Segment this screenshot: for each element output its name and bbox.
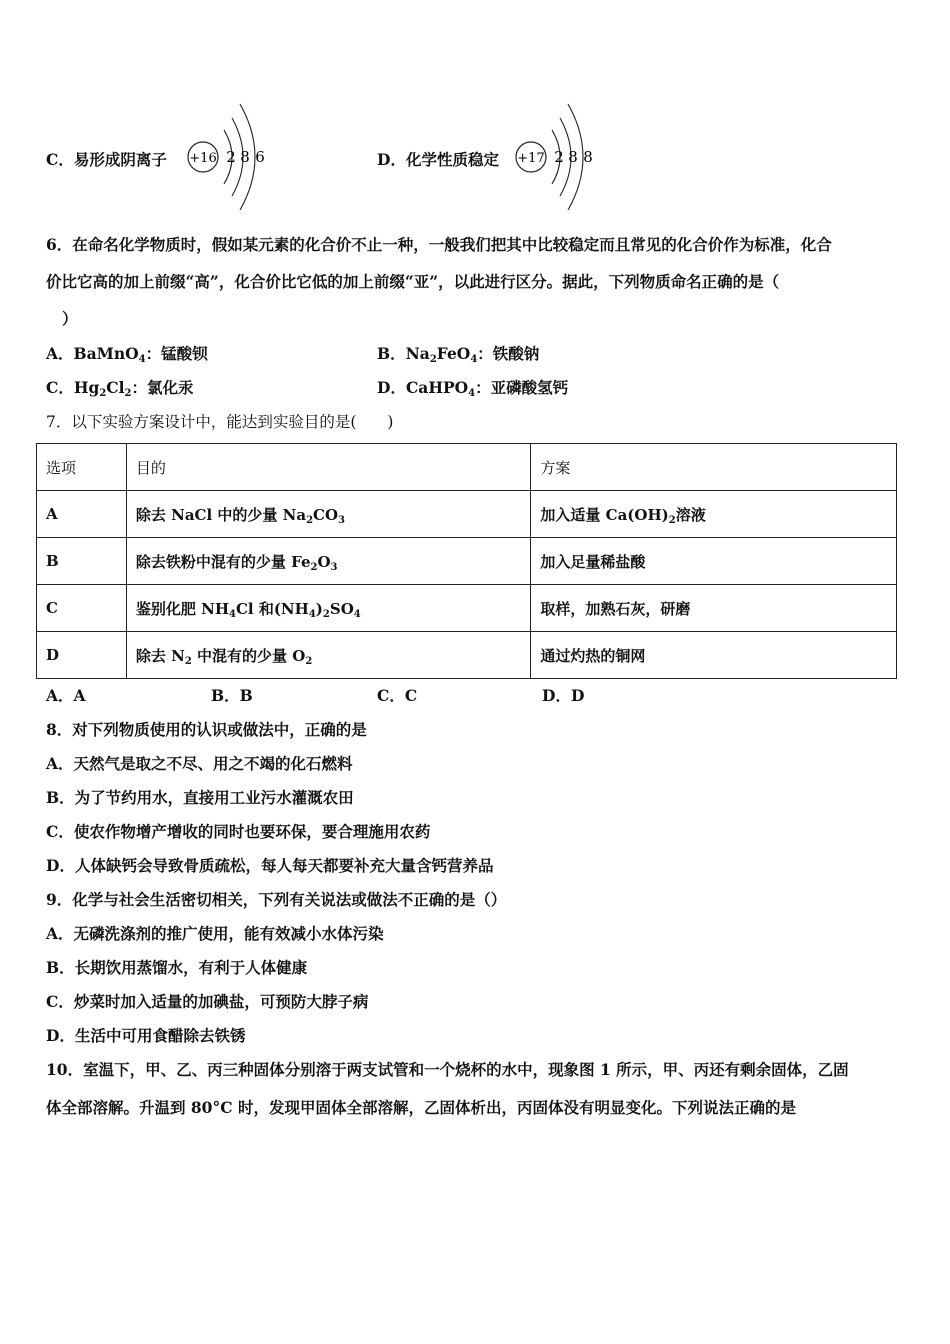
q9-option-a: A．无磷洗涤剂的推广使用，能有效减小水体污染	[46, 924, 384, 943]
table-header-row	[37, 444, 897, 491]
q7-answer-c: C．C	[377, 686, 418, 705]
q8-stem: 8．对下列物质使用的认识或做法中，正确的是	[46, 720, 367, 739]
q5-option-c	[46, 149, 167, 171]
q6-option-d: D．CaHPO$_4$：亚磷酸氢钙	[377, 378, 569, 399]
row-plan: 通过灼热的铜网	[531, 632, 897, 679]
q8-option-c: C．使农作物增产增收的同时也要环保，要合理施用农药	[46, 822, 431, 841]
q5-option-d-label: D．化学性质稳定	[377, 150, 499, 169]
q8-option-b: B．为了节约用水，直接用工业污水灌溉农田	[46, 788, 354, 807]
row-plan: 取样，加熟石灰，研磨	[531, 585, 897, 632]
row-goal: 除去 NaCl 中的少量 $Na_2CO_3$	[126, 491, 531, 538]
q6-stem-line-3: ）	[62, 309, 78, 328]
row-option: B	[37, 538, 127, 585]
row-option: A	[37, 491, 127, 538]
row-goal: 除去 $N_2$ 中混有的少量 $O_2$	[126, 632, 531, 679]
atom-c-shell-1: 2	[226, 148, 236, 166]
row-option: D	[37, 632, 127, 679]
table-row	[37, 538, 897, 585]
q6-stem-line-2: 价比它高的加上前缀“高”，化合价比它低的加上前缀“亚”，以此进行区分。据此，下列物质命名正确的是（	[46, 272, 780, 291]
atom-d-nucleus: +17	[517, 151, 545, 166]
q5-option-c-label: C．易形成阴离子	[46, 150, 167, 169]
q8-option-a: A．天然气是取之不尽、用之不竭的化石燃料	[46, 754, 353, 773]
q7-answer-d: D．D	[542, 686, 585, 705]
table-row	[37, 585, 897, 632]
q6-option-c: C．$Hg_2Cl_2$：氯化汞	[46, 378, 194, 399]
q7-answer-a: A．A	[46, 686, 86, 705]
atom-d-shell-1: 2	[554, 148, 564, 166]
atom-c-nucleus: +16	[189, 151, 217, 166]
row-option: C	[37, 585, 127, 632]
atom-d-shell-2: 8	[568, 148, 578, 166]
q7-experiment-table	[36, 443, 897, 679]
q6-option-b: B．$Na_2FeO_4$：铁酸钠	[377, 344, 540, 365]
q6-stem-line-1: 6．在命名化学物质时，假如某元素的化合价不止一种，一般我们把其中比较稳定而且常见的化合价作为标准，化合	[46, 235, 832, 254]
header-option: 选项	[37, 444, 127, 491]
q9-option-c: C．炒菜时加入适量的加碘盐，可预防大脖子病	[46, 992, 369, 1011]
q10-stem-line-2: 体全部溶解。升温到 80°C 时，发现甲固体全部溶解，乙固体析出，丙固体没有明显变化。下列说法正确的是	[46, 1098, 796, 1117]
q5-option-d	[377, 149, 499, 171]
table-row	[37, 491, 897, 538]
atom-d-shell-3: 8	[583, 148, 593, 166]
q9-option-b: B．长期饮用蒸馏水，有利于人体健康	[46, 958, 308, 977]
q8-option-d: D．人体缺钙会导致骨质疏松，每人每天都要补充大量含钙营养品	[46, 856, 494, 875]
q9-stem: 9．化学与社会生活密切相关，下列有关说法或做法不正确的是（）	[46, 890, 507, 909]
atom-structure-diagram-d	[512, 100, 602, 210]
header-plan: 方案	[531, 444, 897, 491]
table-row	[37, 632, 897, 679]
row-plan: 加入适量 $Ca(OH)_2$溶液	[531, 491, 897, 538]
header-goal: 目的	[126, 444, 531, 491]
q7-answer-b: B．B	[211, 686, 253, 705]
q7-stem: 7．以下实验方案设计中，能达到实验目的是( )	[46, 413, 394, 431]
atom-c-shell-2: 8	[240, 148, 250, 166]
row-plan: 加入足量稀盐酸	[531, 538, 897, 585]
atom-c-shell-3: 6	[255, 148, 265, 166]
q9-option-d: D．生活中可用食醋除去铁锈	[46, 1026, 246, 1045]
row-goal: 鉴别化肥 $NH_4Cl$ 和$(NH_4)_2SO_4$	[126, 585, 531, 632]
q10-stem-line-1: 10．室温下，甲、乙、丙三种固体分别溶于两支试管和一个烧杯的水中，现象图 1 所示，甲、丙还有剩余固体，乙固	[46, 1060, 849, 1079]
atom-structure-diagram-c	[184, 100, 274, 210]
row-goal: 除去铁粉中混有的少量 $Fe_2O_3$	[126, 538, 531, 585]
q6-option-a: A．BaMnO$_4$：锰酸钡	[46, 344, 208, 365]
